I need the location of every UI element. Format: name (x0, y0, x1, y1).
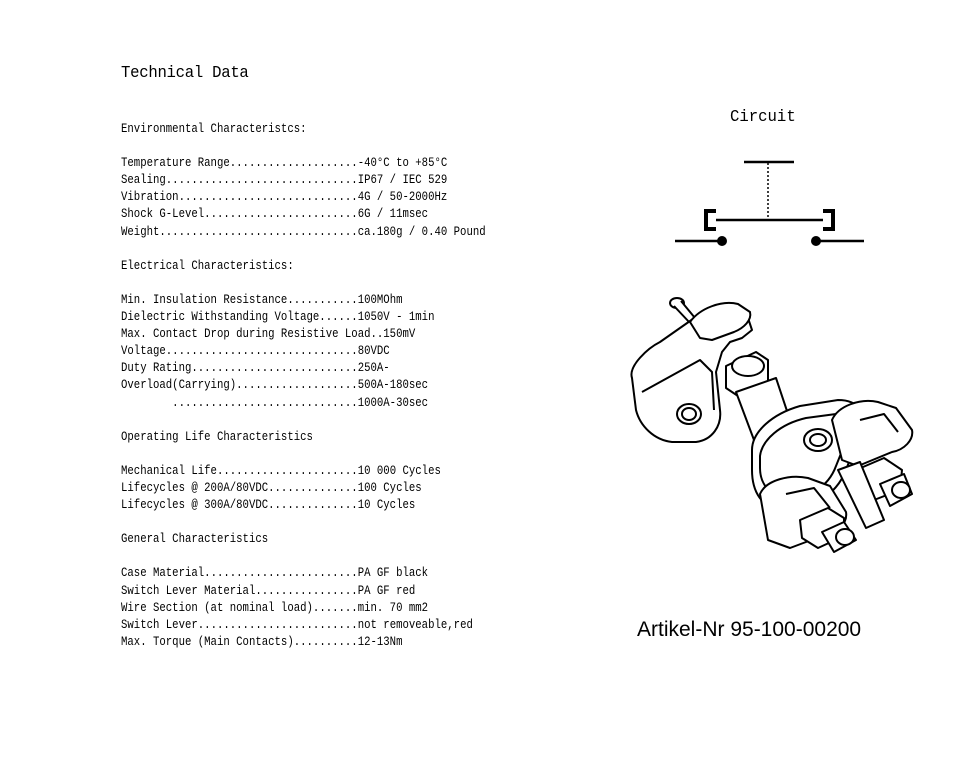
spec-value: 10 Cycles (357, 497, 416, 513)
spec-value: 1050V - 1min (357, 309, 435, 325)
section-heading: Electrical Characteristics: (121, 257, 294, 273)
spec-label: Lifecycles @ 300A/80VDC (121, 497, 269, 513)
dot-leader: ............................. (121, 394, 358, 410)
dot-leader: .......................... (191, 360, 358, 376)
dot-leader: ........... (287, 291, 358, 307)
spec-label: Dielectric Withstanding Voltage (121, 309, 320, 325)
product-drawing (631, 298, 912, 552)
dot-leader: .............................. (165, 343, 358, 359)
spec-label: Max. Torque (Main Contacts) (121, 633, 294, 649)
section-heading: General Characteristics (121, 531, 269, 547)
circuit-diagram (675, 162, 864, 246)
spec-value: 1000A-30sec (357, 394, 429, 410)
spec-label: Wire Section (at nominal load) (121, 599, 313, 615)
spec-label: Switch Lever Material (121, 582, 256, 598)
section-heading: Environmental Characteristcs: (121, 121, 307, 136)
spec-value: not removeable,red (357, 616, 473, 632)
spec-value: 12-13Nm (357, 633, 403, 649)
dot-leader: ............................... (159, 223, 358, 239)
spec-label: Mechanical Life (121, 462, 217, 478)
dot-leader: .. (370, 326, 384, 342)
circuit-title: Circuit (730, 108, 796, 127)
spec-label: Temperature Range (121, 155, 230, 171)
spec-label: Weight (121, 223, 160, 239)
dot-leader: ........................ (204, 206, 358, 222)
spec-value: min. 70 mm2 (357, 599, 429, 615)
spec-value: 10 000 Cycles (357, 462, 441, 478)
section-heading: Operating Life Characteristics (121, 428, 313, 444)
spec-label: Voltage (121, 343, 166, 359)
spec-value: -40°C to +85°C (357, 155, 448, 171)
spec-value: 250A- (357, 360, 390, 376)
dot-leader: ...................... (216, 462, 358, 478)
dot-leader: ............................ (178, 189, 358, 205)
spec-value: 100 Cycles (357, 479, 422, 495)
spec-value: 4G / 50-2000Hz (357, 189, 448, 205)
spec-value: IP67 / IEC 529 (357, 172, 448, 188)
article-number: Artikel-Nr 95-100-00200 (637, 618, 862, 641)
spec-label: Max. Contact Drop during Resistive Load (121, 326, 371, 342)
spec-value: 150mV (383, 326, 416, 342)
spec-label: Switch Lever (121, 616, 198, 632)
spec-label: Sealing (121, 172, 166, 188)
spec-label: Min. Insulation Resistance (121, 291, 288, 307)
spec-label: Shock G-Level (121, 206, 205, 222)
dot-leader: ................... (236, 377, 358, 393)
spec-value: 80VDC (357, 343, 390, 359)
dot-leader: ......................... (197, 616, 358, 632)
dot-leader: .............. (268, 479, 358, 495)
spec-value: PA GF black (357, 565, 429, 581)
dot-leader: ....... (312, 599, 358, 615)
dot-leader: ................ (255, 582, 358, 598)
spec-value: 100MOhm (357, 291, 403, 307)
dot-leader: .............. (268, 497, 358, 513)
dot-leader: ...... (319, 309, 358, 325)
spec-label: Overload(Carrying) (121, 377, 237, 393)
spec-value: 500A-180sec (357, 377, 429, 393)
dot-leader: .............................. (165, 172, 358, 188)
spec-label: Duty Rating (121, 360, 192, 376)
spec-value: PA GF red (357, 582, 416, 598)
spec-label: Lifecycles @ 200A/80VDC (121, 479, 269, 495)
dot-leader: ........................ (204, 565, 358, 581)
spec-value: ca.180g / 0.40 Pound (357, 223, 486, 239)
dot-leader: .................... (229, 155, 358, 171)
page-title: Technical Data (121, 64, 249, 83)
dot-leader: .......... (293, 633, 358, 649)
spec-value: 6G / 11msec (357, 206, 429, 222)
spec-label: Vibration (121, 189, 179, 205)
spec-label: Case Material (121, 565, 205, 581)
